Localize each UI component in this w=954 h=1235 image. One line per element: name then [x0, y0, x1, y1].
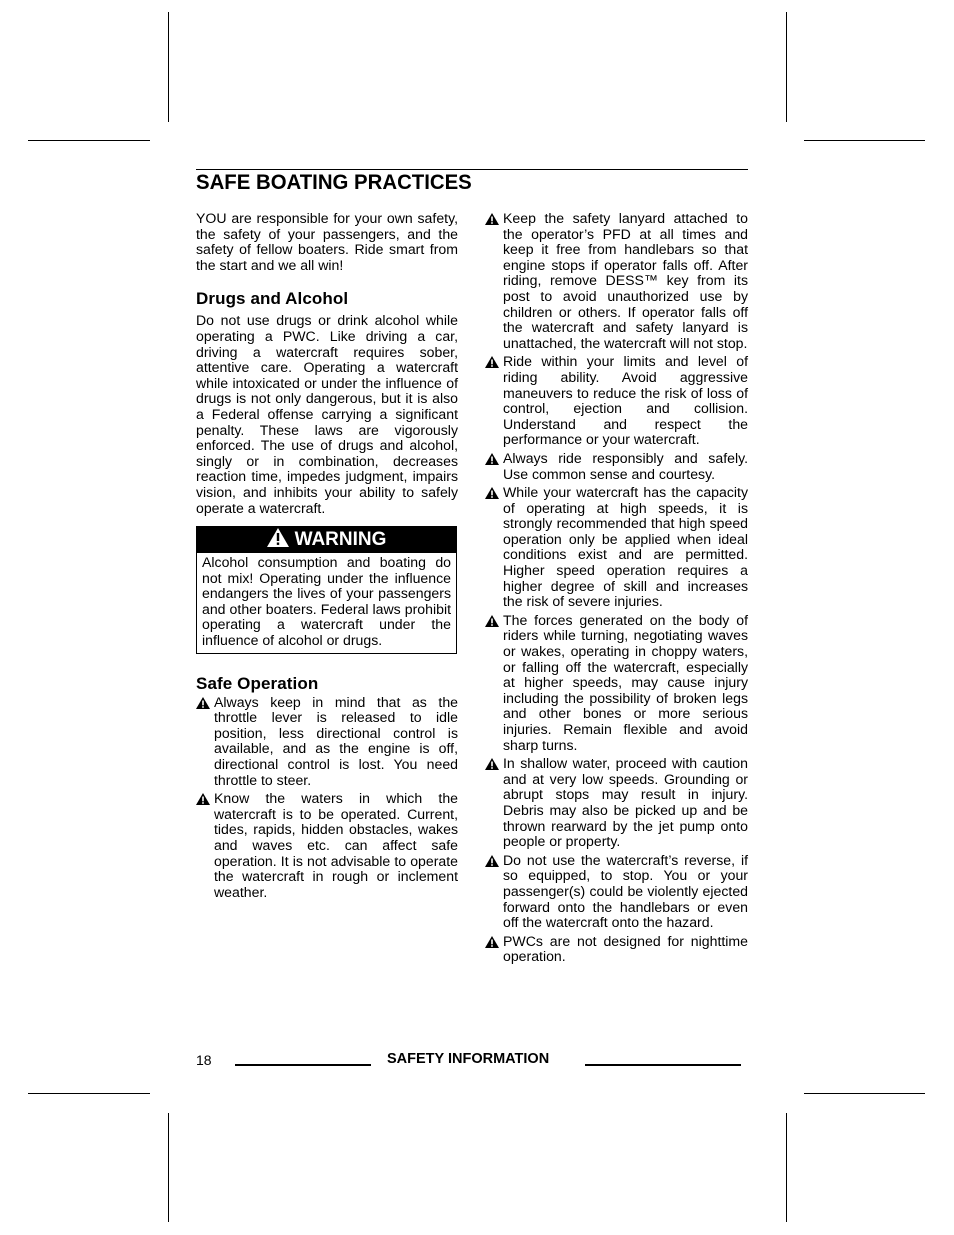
warning-box: [196, 526, 457, 654]
drugs-alcohol-paragraph: Do not use drugs or drink alcohol while operating a PWC. Like driving a car, driving a watercraft requires sober, attentive care. Operating a watercraft while intoxicated or under the influence of drugs is not only dangerous, but it is also a Federal offense carrying a significant penalty. These laws are vigorously enforced. The use of drugs and alcohol, singly or in combination, decreases reaction time, impedes judgment, impairs vision, and inhibits your ability to safely operate a watercraft.: [196, 312, 458, 516]
safety-bullet: [485, 451, 748, 482]
warning-triangle-icon: [485, 213, 499, 225]
page-number: 18: [196, 1052, 212, 1068]
warning-header: [197, 527, 456, 553]
bullet-text: Ride within your limits and level of riding ability. Avoid aggressive maneuvers to reduce the risk of loss of control, ejection and collision. Understand and respect the performance or your watercraft.: [503, 353, 748, 448]
crop-mark-top-left-horizontal: [28, 140, 150, 141]
safety-bullet: [196, 695, 458, 789]
warning-triangle-icon: [267, 528, 289, 555]
page-title: SAFE BOATING PRACTICES: [196, 171, 472, 194]
safety-bullet: [485, 211, 748, 351]
safety-bullet: [485, 613, 748, 753]
crop-mark-bottom-left-horizontal: [28, 1093, 150, 1094]
crop-mark-top-right-vertical: [786, 12, 787, 122]
bullet-text: PWCs are not designed for nighttime operation.: [503, 932, 748, 965]
bullet-text: In shallow water, proceed with caution and at very low speeds. Grounding or abrupt stops may result in injury. Debris may also be picked up and be thrown rearward by the jet pump onto people or property.: [503, 755, 748, 850]
bullet-text: Do not use the watercraft’s reverse, if so equipped, to stop. You or your passenger(s) could be violently ejected forward onto the handlebars or even off the watercraft onto the hazard.: [503, 851, 748, 931]
left-column: [196, 211, 458, 903]
warning-triangle-icon: [485, 758, 499, 770]
warning-triangle-icon: [485, 487, 499, 499]
warning-triangle-icon: [485, 936, 499, 948]
bullet-text: While your watercraft has the capacity of operating at high speeds, it is strongly recommended that high speed operation only be applied when ideal conditions exist and are permitted. Higher speed operation requires a higher degree of skill and increases the risk of severe injuries.: [503, 484, 748, 610]
warning-triangle-icon: [196, 793, 210, 805]
footer-section-label: SAFETY INFORMATION: [387, 1051, 550, 1067]
safety-bullet: [485, 934, 748, 965]
crop-mark-top-left-vertical: [168, 12, 169, 122]
crop-mark-bottom-left-vertical: [168, 1113, 169, 1222]
warning-triangle-icon: [485, 615, 499, 627]
warning-triangle-icon: [485, 356, 499, 368]
bullet-text: The forces generated on the body of riders while turning, negotiating waves or wakes, operating in choppy waters, or falling off the watercraft, especially at higher speeds, may cause injury including the possibility of broken legs and other bones or more serious injuries. Remain flexible and avoid sharp turns.: [503, 611, 748, 753]
bullet-text: Always keep in mind that as the throttle lever is released to idle position, less directional control is available, and as the engine is off, directional control is lost. You need throttle to steer.: [214, 693, 458, 788]
safe-operation-heading: Safe Operation: [196, 673, 319, 693]
warning-label: WARNING: [294, 529, 387, 551]
warning-triangle-icon: [485, 453, 499, 465]
footer-rule-left: [235, 1064, 371, 1066]
bullet-text: Keep the safety lanyard attached to the operator’s PFD at all times and keep it free from handlebars so that engine stops if operator falls off. After riding, remove DESS™ key from its post to avoid unauthorized use by children or others. If operator falls off the watercraft and safety lanyard is unattached, the watercraft will not stop.: [503, 210, 748, 351]
crop-mark-top-right-horizontal: [804, 140, 925, 141]
safety-bullet: [485, 756, 748, 850]
warning-body: Alcohol consumption and boating do not mix! Operating under the influence endangers the lives of your passengers and other boaters. Federal laws prohibit operating a watercraft under the influence of alcohol or drugs.: [202, 554, 451, 649]
right-column: [486, 211, 748, 968]
crop-mark-bottom-right-vertical: [786, 1113, 787, 1222]
safety-bullet: [485, 354, 748, 448]
bullet-text: Know the waters in which the watercraft is to be operated. Current, tides, rapids, hidden obstacles, wakes and waves etc. can affect safe operation. It is not advisable to operate the watercraft in rough or inclement weather.: [214, 790, 458, 900]
drugs-alcohol-heading: Drugs and Alcohol: [196, 289, 349, 309]
footer-rule-right: [585, 1064, 741, 1066]
safety-bullet: [196, 791, 458, 900]
intro-paragraph: YOU are responsible for your own safety, the safety of your passengers, and the safety of fellow boaters. Ride smart from the start and we all win!: [196, 210, 458, 273]
safety-bullet: [485, 485, 748, 610]
bullet-text: Always ride responsibly and safely. Use common sense and courtesy.: [503, 449, 748, 482]
crop-mark-bottom-right-horizontal: [804, 1093, 925, 1094]
safety-bullet: [485, 853, 748, 931]
page-footer: [196, 1049, 748, 1069]
warning-triangle-icon: [196, 697, 210, 709]
warning-triangle-icon: [485, 855, 499, 867]
